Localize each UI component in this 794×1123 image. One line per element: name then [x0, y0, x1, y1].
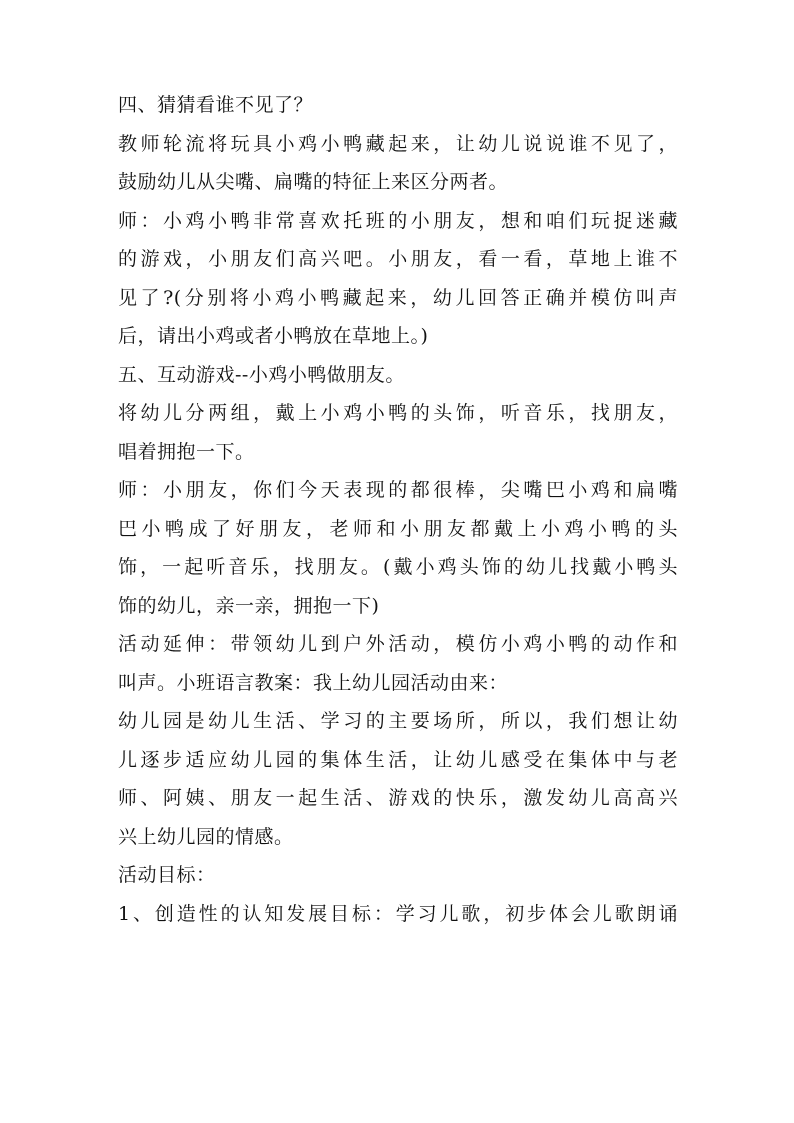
text-line: 1、创造性的认知发展目标：学习儿歌，初步体会儿歌朗诵 [118, 902, 678, 925]
text-line: 将幼儿分两组，戴上小鸡小鸭的头饰，听音乐，找朋友， [118, 402, 678, 424]
text-line: 饰，一起听音乐，找朋友。(戴小鸡头饰的幼儿找戴小鸭头 [118, 556, 678, 578]
text-line: 兴上幼儿园的情感。 [118, 825, 294, 848]
text-line: 叫声。小班语言教案：我上幼儿园活动由来： [118, 671, 509, 694]
text-line: 巴小鸭成了好朋友，老师和小朋友都戴上小鸡小鸭的头 [118, 517, 678, 540]
document-body [118, 86, 678, 933]
text-line: 四、猜猜看谁不见了？ [118, 94, 314, 116]
text-line: 鼓励幼儿从尖嘴、扁嘴的特征上来区分两者。 [118, 171, 509, 193]
text-line: 教师轮流将玩具小鸡小鸭藏起来，让幼儿说说谁不见了， [118, 132, 678, 155]
text-line: 师：小鸡小鸭非常喜欢托班的小朋友，想和咱们玩捉迷藏 [118, 209, 678, 232]
text-line: 师、阿姨、朋友一起生活、游戏的快乐，激发幼儿高高兴 [118, 787, 678, 809]
text-line: 的游戏，小朋友们高兴吧。小朋友，看一看，草地上谁不 [118, 248, 678, 270]
text-line: 饰的幼儿，亲一亲，拥抱一下) [118, 594, 380, 617]
text-line: 后，请出小鸡或者小鸭放在草地上。) [118, 325, 429, 347]
text-line: 幼儿园是幼儿生活、学习的主要场所，所以，我们想让幼 [118, 710, 678, 732]
text-line: 唱着拥抱一下。 [118, 440, 255, 463]
text-line: 儿逐步适应幼儿园的集体生活，让幼儿感受在集体中与老 [118, 748, 678, 771]
text-line: 活动目标： [118, 864, 216, 886]
text-line: 活动延伸：带领幼儿到户外活动，模仿小鸡小鸭的动作和 [118, 633, 678, 655]
text-line: 五、互动游戏--小鸡小鸭做朋友。 [118, 363, 405, 386]
text-line: 见了?(分别将小鸡小鸭藏起来，幼儿回答正确并模仿叫声 [118, 286, 678, 309]
text-line: 师：小朋友，你们今天表现的都很棒，尖嘴巴小鸡和扁嘴 [118, 479, 678, 501]
